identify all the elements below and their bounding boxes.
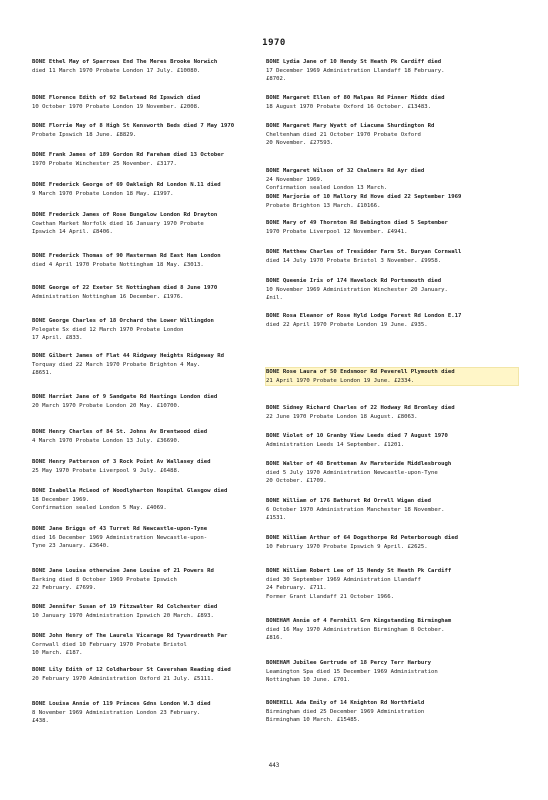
- entry-detail-line: 20 October. £1709.: [266, 478, 327, 485]
- page-number: 443: [268, 762, 280, 769]
- entry-detail-line: 22 February. £7699.: [32, 585, 96, 592]
- entry-detail-line: 1970 Probate Liverpool 12 November. £4941.: [266, 228, 408, 235]
- entry-detail-line: died 4 April 1970 Probate Nottingham 18 May. £3013.: [32, 261, 204, 268]
- entry-detail-line: 18 December 1969.: [32, 496, 90, 503]
- probate-entry: [266, 312, 518, 329]
- page-title: 1970: [262, 38, 286, 48]
- entry-detail-line: 9 March 1970 Probate London 18 May. £1997.: [32, 190, 174, 197]
- probate-entry: [32, 666, 260, 683]
- entry-detail-line: Nottingham 10 June. £701.: [266, 677, 351, 684]
- probate-entry: [32, 122, 260, 139]
- probate-entry: [32, 58, 260, 75]
- entry-detail-line: 10 October 1970 Probate London 19 November. £2008.: [32, 103, 201, 110]
- entry-detail-line: Cowthan Market Norfolk died 16 January 1970 Probate: [32, 220, 204, 227]
- entry-detail-line: £8702.: [266, 76, 287, 83]
- entry-detail-line: 25 May 1970 Probate Liverpool 9 July. £6488.: [32, 467, 181, 474]
- entry-name-line: BONE Queenie Iris of 174 Havelock Rd Portsmouth died: [266, 278, 442, 284]
- entry-detail-line: died 5 July 1970 Administration Newcastle-upon-Tyne: [266, 469, 438, 476]
- probate-entry: [266, 567, 518, 601]
- entry-name-line: BONE William Arthur of 64 Dogsthorpe Rd Peterborough died: [266, 535, 458, 541]
- probate-entry: [266, 368, 518, 385]
- probate-entry: [266, 432, 518, 449]
- entry-detail-line: Cheltenham died 21 October 1970 Probate Oxford: [266, 131, 421, 138]
- probate-entry: [32, 567, 260, 593]
- entry-detail-line: Administration Leeds 14 September. £1201.: [266, 441, 405, 448]
- probate-entry: [266, 534, 518, 551]
- probate-entry: [266, 404, 518, 421]
- entry-detail-line: died 30 September 1969 Administration Llandaff: [266, 576, 421, 583]
- probate-entry: [32, 603, 260, 620]
- entry-name-line: BONE George Charles of 18 Orchard the Lower Willingdon: [32, 318, 214, 324]
- entry-detail-line: 10 March. £187.: [32, 650, 83, 657]
- entry-detail-line: 24 February. £711.: [266, 585, 327, 592]
- entry-detail-line: died 11 March 1970 Probate London 17 July. £10080.: [32, 67, 201, 74]
- entry-name-line: BONE John Henry of The Laurels Vicarage Rd Tywardreath Par: [32, 633, 228, 639]
- entry-detail-line: died 16 December 1969 Administration Newcastle-upon-: [32, 534, 208, 541]
- probate-entry: [32, 632, 260, 658]
- probate-entry: [32, 428, 260, 445]
- entry-name-line: BONE Ethel May of Sparrows End The Meres Brooke Norwich: [32, 59, 218, 65]
- entry-detail-line: Former Grant Llandaff 21 October 1966.: [266, 593, 394, 600]
- probate-entry: [32, 284, 260, 301]
- entry-name-line: BONE Florrie May of 8 High St Kensworth Beds died 7 May 1970: [32, 123, 235, 129]
- probate-entry: [32, 252, 260, 269]
- probate-entry: [266, 617, 518, 643]
- entry-detail-line: 10 January 1970 Administration Ipswich 20 March. £893.: [32, 612, 214, 619]
- entry-detail-line: 8 November 1969 Administration London 23 February.: [32, 709, 201, 716]
- entry-detail-line: Administration Nottingham 16 December. £1976.: [32, 293, 184, 300]
- probate-entry: [266, 659, 518, 685]
- entry-detail-line: Birmingham died 25 December 1969 Administration: [266, 708, 425, 715]
- entry-detail-line: 10 November 1969 Administration Winchester 20 January.: [266, 286, 448, 293]
- entry-name-line: BONE Mary of 49 Thornton Rd Bebington died 5 September: [266, 220, 448, 226]
- probate-entry: [32, 458, 260, 475]
- entry-detail-line: Confirmation sealed London 5 May. £4069.: [32, 505, 167, 512]
- entry-name-line: BONE Margaret Wilson of 32 Chalmers Rd Ayr died: [266, 168, 425, 174]
- probate-entry: [32, 487, 260, 513]
- probate-entry: [266, 460, 518, 486]
- entry-detail-line: Birmingham 10 March. £15485.: [266, 717, 361, 724]
- probate-entry: [266, 248, 518, 265]
- probate-entry: [266, 277, 518, 303]
- entry-detail-line: Probate Brighton 13 March. £10166.: [266, 202, 381, 209]
- entry-detail-line: 17 April. £833.: [32, 335, 83, 342]
- probate-entry: [266, 167, 518, 193]
- entry-detail-line: £nil.: [266, 295, 283, 302]
- entry-detail-line: £1531.: [266, 515, 287, 522]
- entry-name-line: BONEHAM Jubilee Gertrude of 18 Percy Terr Harbury: [266, 660, 432, 666]
- entry-name-line: BONEHILL Ada Emily of 14 Knighton Rd Northfield: [266, 700, 425, 706]
- probate-entry: [32, 700, 260, 726]
- entry-detail-line: died 16 May 1970 Administration Birmingham 8 October.: [266, 626, 445, 633]
- entry-name-line: BONE Violet of 10 Granby View Leeds died 7 August 1970: [266, 433, 448, 439]
- probate-entry: [32, 211, 260, 237]
- entry-detail-line: 6 October 1970 Administration Manchester 18 November.: [266, 506, 445, 513]
- probate-entry: [32, 525, 260, 551]
- entry-name-line: BONE Jennifer Susan of 19 Fitzwalter Rd Colchester died: [32, 604, 218, 610]
- entry-detail-line: 17 December 1969 Administration Llandaff 18 February.: [266, 67, 445, 74]
- entry-detail-line: Torquay died 22 March 1970 Probate Brighton 4 May.: [32, 361, 201, 368]
- entry-detail-line: 21 April 1970 Probate London 19 June. £2334.: [266, 377, 415, 384]
- entry-detail-line: 10 February 1970 Probate Ipswich 9 April. £2625.: [266, 543, 428, 550]
- probate-entry: [32, 94, 260, 111]
- entry-detail-line: 20 March 1970 Probate London 20 May. £10700.: [32, 402, 181, 409]
- entry-name-line: BONEHAM Annie of 4 Fernhill Grn Kingstanding Birmingham: [266, 618, 452, 624]
- entry-name-line: BONE Frederick James of Rose Bungalow London Rd Drayton: [32, 212, 218, 218]
- entry-name-line: BONE Lydia Jane of 10 Hendy St Heath Pk Cardiff died: [266, 59, 442, 65]
- entry-name-line: BONE Walter of 48 Bretteman Av Marsteride Middlesbrough: [266, 461, 452, 467]
- probate-entry: [266, 94, 518, 111]
- entry-detail-line: 20 February 1970 Administration Oxford 21 July. £5111.: [32, 675, 214, 682]
- entry-name-line: BONE Margaret Mary Wyatt of Liacuma Shurdington Rd: [266, 123, 435, 129]
- entry-name-line: BONE William Robert Lee of 15 Hendy St Heath Pk Cardiff: [266, 568, 452, 574]
- entry-name-line: BONE Margaret Ellen of 80 Malpas Rd Pinner Middx died: [266, 95, 445, 101]
- probate-entry: [266, 193, 518, 210]
- entry-detail-line: £438.: [32, 718, 49, 725]
- probate-entry: [32, 151, 260, 168]
- entry-detail-line: 1970 Probate Winchester 25 November. £3177.: [32, 160, 177, 167]
- probate-entry: [266, 219, 518, 236]
- entry-name-line: BONE Sidney Richard Charles of 22 Hodway Rd Bromley died: [266, 405, 455, 411]
- entry-name-line: BONE Louisa Annie of 119 Princes Gdns London W.3 died: [32, 701, 211, 707]
- entry-name-line: BONE Frederick George of 69 Oakleigh Rd London N.11 died: [32, 182, 221, 188]
- entry-name-line: BONE Lily Edith of 12 Coldharbour St Caversham Reading died: [32, 667, 231, 673]
- entry-name-line: BONE Jane Louisa otherwise Jane Louise of 21 Powers Rd: [32, 568, 214, 574]
- entry-detail-line: Probate Ipswich 18 June. £8829.: [32, 131, 137, 138]
- probate-entry: [266, 497, 518, 523]
- entry-detail-line: Barking died 8 October 1969 Probate Ipswich: [32, 576, 177, 583]
- entry-detail-line: 18 August 1970 Probate Oxford 16 October. £13483.: [266, 103, 432, 110]
- entry-name-line: BONE Matthew Charles of Tresidder Farm St. Buryan Cornwall: [266, 249, 462, 255]
- entry-name-line: BONE Marjorie of 10 Mallory Rd Hove died 22 September 1969: [266, 194, 462, 200]
- probate-entry: [266, 58, 518, 84]
- probate-entry: [266, 699, 518, 725]
- entry-name-line: BONE George of 22 Exeter St Nottingham died 8 June 1970: [32, 285, 218, 291]
- entry-detail-line: £8651.: [32, 370, 53, 377]
- entry-name-line: BONE Gilbert James of Flat 44 Ridgway Heights Ridgeway Rd: [32, 353, 224, 359]
- entry-detail-line: died 14 July 1970 Probate Bristol 3 November. £9958.: [266, 257, 442, 264]
- entry-name-line: BONE Jane Briggs of 43 Turret Rd Newcastle-upon-Tyne: [32, 526, 208, 532]
- entry-name-line: BONE Rosa Eleanor of Rose Hyld Lodge Forest Rd London E.17: [266, 313, 462, 319]
- entry-name-line: BONE Henry Charles of 84 St. Johns Av Brentwood died: [32, 429, 208, 435]
- entry-name-line: BONE Frederick Thomas of 90 Masterman Rd East Ham London: [32, 253, 221, 259]
- probate-entry: [32, 352, 260, 378]
- probate-entry: [32, 393, 260, 410]
- entry-detail-line: 22 June 1970 Probate London 18 August. £8063.: [266, 413, 418, 420]
- entry-name-line: BONE Florence Edith of 92 Belstead Rd Ipswich died: [32, 95, 201, 101]
- entry-name-line: BONE Henry Patterson of 3 Rock Point Av Wallasey died: [32, 459, 211, 465]
- probate-entry: [32, 181, 260, 198]
- entry-detail-line: Cornwall died 10 February 1970 Probate Bristol: [32, 641, 187, 648]
- entry-detail-line: died 22 April 1970 Probate London 19 June. £935.: [266, 321, 428, 328]
- entry-name-line: BONE Rose Laura of 50 Endsmoor Rd Peverell Plymouth died: [266, 369, 455, 375]
- entry-name-line: BONE Frank James of 189 Gordon Rd Fareham died 13 October: [32, 152, 224, 158]
- probate-entry: [32, 317, 260, 343]
- entry-detail-line: Confirmation sealed London 13 March.: [266, 185, 388, 192]
- entry-detail-line: 20 November. £27593.: [266, 140, 334, 147]
- entry-name-line: BONE Harriet Jane of 9 Sandgate Rd Hastings London died: [32, 394, 218, 400]
- entry-detail-line: Polegate Sx died 12 March 1970 Probate London: [32, 326, 184, 333]
- entry-name-line: BONE Isabella McLeod of Woodlyharton Hospital Glasgow died: [32, 488, 228, 494]
- entry-name-line: BONE William of 176 Bathurst Rd Orrell Wigan died: [266, 498, 432, 504]
- entry-detail-line: 4 March 1970 Probate London 13 July. £36690.: [32, 437, 181, 444]
- probate-entry: [266, 122, 518, 148]
- entry-detail-line: Tyne 23 January. £3640.: [32, 543, 110, 550]
- entry-detail-line: Leamington Spa died 15 December 1969 Administration: [266, 668, 438, 675]
- entry-detail-line: Ipswich 14 April. £8406.: [32, 229, 113, 236]
- entry-detail-line: £816.: [266, 635, 283, 642]
- entry-detail-line: 24 November 1969.: [266, 176, 324, 183]
